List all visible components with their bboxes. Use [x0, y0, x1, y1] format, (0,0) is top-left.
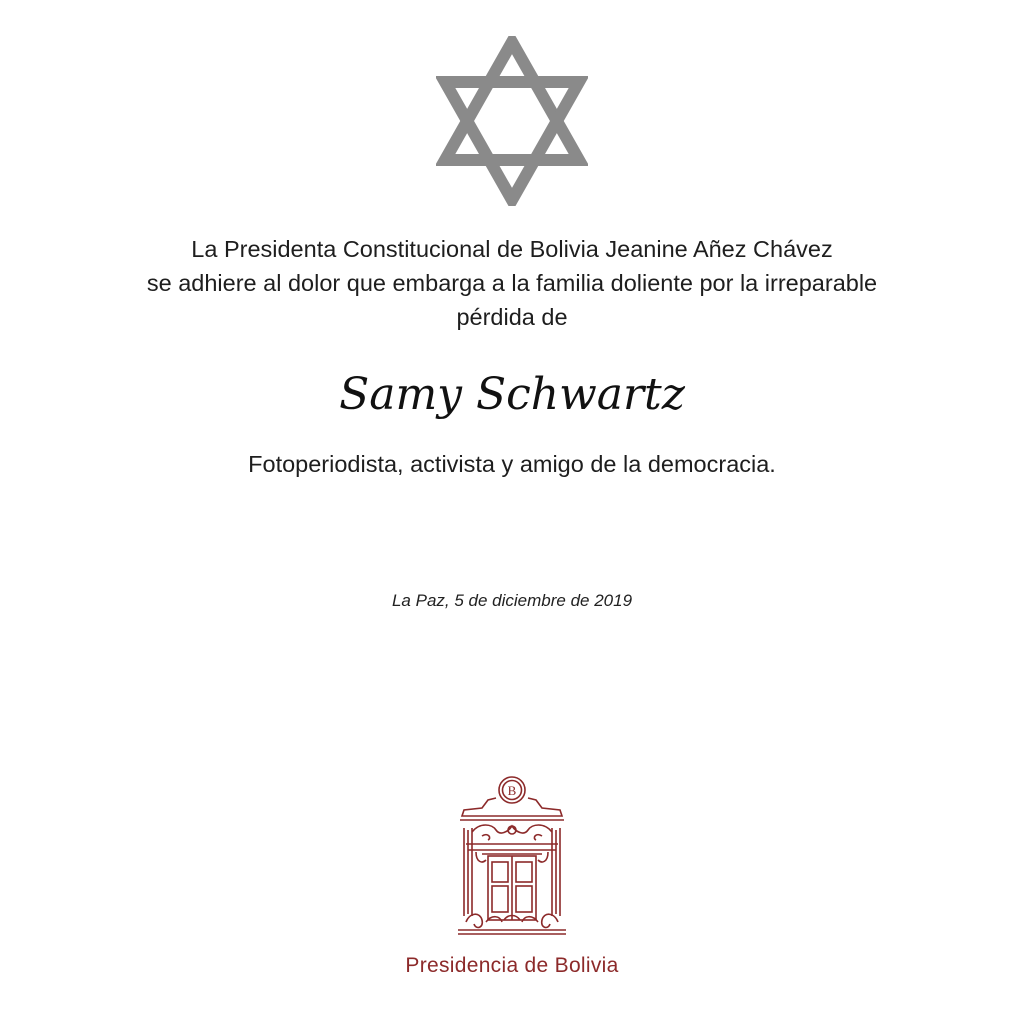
star-of-david-icon [436, 36, 588, 206]
svg-text:B: B [507, 783, 517, 798]
organization-name: Presidencia de Bolivia [405, 954, 619, 977]
announcement-text [0, 232, 1024, 334]
announcement-line: La Presidenta Constitucional de Bolivia Jeanine Añez Chávez [191, 236, 833, 262]
palace-emblem-icon [452, 770, 572, 940]
deceased-description: Fotoperiodista, activista y amigo de la democracia. [248, 451, 776, 477]
announcement-line: pérdida de [456, 304, 568, 330]
announcement-line: se adhiere al dolor que embarga a la familia doliente por la irreparable [146, 270, 878, 296]
deceased-name: Samy Schwartz [339, 369, 685, 420]
dateline: La Paz, 5 de diciembre de 2019 [391, 591, 633, 610]
